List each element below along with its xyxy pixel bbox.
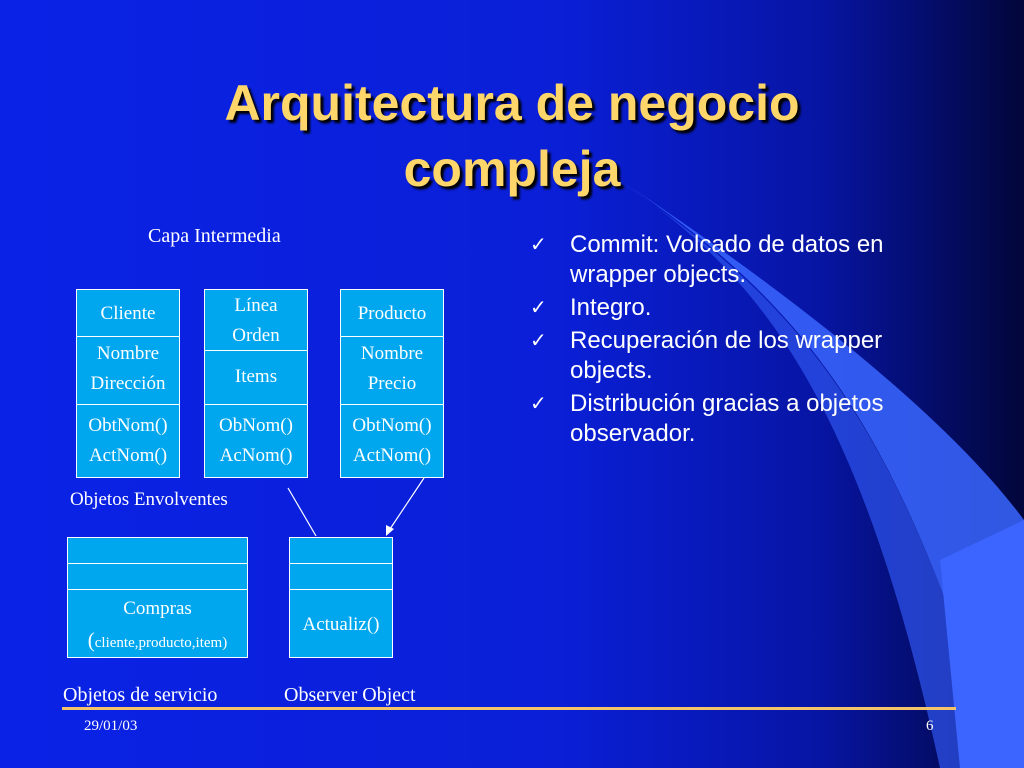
- bullet-text: Commit: Volcado de datos en wrapper objects.: [570, 231, 884, 288]
- operation-obnom: ObNom(): [219, 415, 293, 436]
- attribute-direccion: Dirección: [90, 373, 166, 394]
- connector-line: [288, 488, 316, 536]
- class-name-producto: Producto: [357, 303, 427, 324]
- bullet-item: [530, 389, 960, 449]
- bullet-text: Integro.: [570, 294, 652, 321]
- checkmark-icon: ✓: [530, 393, 547, 415]
- operation-obtnom: ObtNom(): [352, 415, 432, 436]
- checkmark-icon: ✓: [530, 330, 547, 352]
- footer-page-number: 6: [926, 718, 934, 734]
- service-objects-label: Objetos de servicio: [63, 684, 218, 706]
- checkmark-icon: ✓: [530, 234, 547, 256]
- bullet-text: Distribución gracias a objetos observador.: [570, 390, 884, 447]
- arrow-head-icon: [386, 525, 394, 536]
- attribute-nombre: Nombre: [96, 343, 160, 364]
- bullet-item: [530, 230, 960, 290]
- class-name-orden: Orden: [232, 325, 280, 346]
- operation-acnom: AcNom(): [219, 445, 293, 466]
- footer-divider: [62, 707, 956, 710]
- footer-date: 29/01/03: [84, 718, 138, 734]
- operation-actnom: ActNom(): [88, 445, 168, 466]
- title-line-1: Arquitectura de negocio: [224, 75, 800, 131]
- class-name-linea: Línea: [234, 295, 278, 316]
- bullet-item: [530, 326, 960, 386]
- bullet-item: [530, 293, 960, 323]
- tier-label: Capa Intermedia: [148, 225, 281, 247]
- params-text: cliente,producto,item): [94, 635, 228, 651]
- operation-obtnom: ObtNom(): [88, 415, 168, 436]
- class-name-cliente: Cliente: [100, 303, 156, 324]
- arrow-line: [388, 478, 424, 532]
- checkmark-icon: ✓: [530, 297, 547, 319]
- bullet-list: [530, 230, 960, 452]
- attribute-nombre: Nombre: [360, 343, 424, 364]
- title-line-2: compleja: [403, 141, 621, 197]
- bullet-text: Recuperación de los wrapper objects.: [570, 327, 883, 384]
- wrapper-objects-label: Objetos Envolventes: [70, 489, 228, 510]
- operation-compras: Compras: [123, 598, 192, 619]
- attribute-items: Items: [234, 366, 278, 387]
- operation-actualiz: Actualiz(): [302, 614, 380, 635]
- attribute-precio: Precio: [367, 373, 417, 394]
- operation-actnom: ActNom(): [352, 445, 432, 466]
- paren-open: (: [87, 628, 95, 652]
- observer-object-label: Observer Object: [284, 684, 416, 706]
